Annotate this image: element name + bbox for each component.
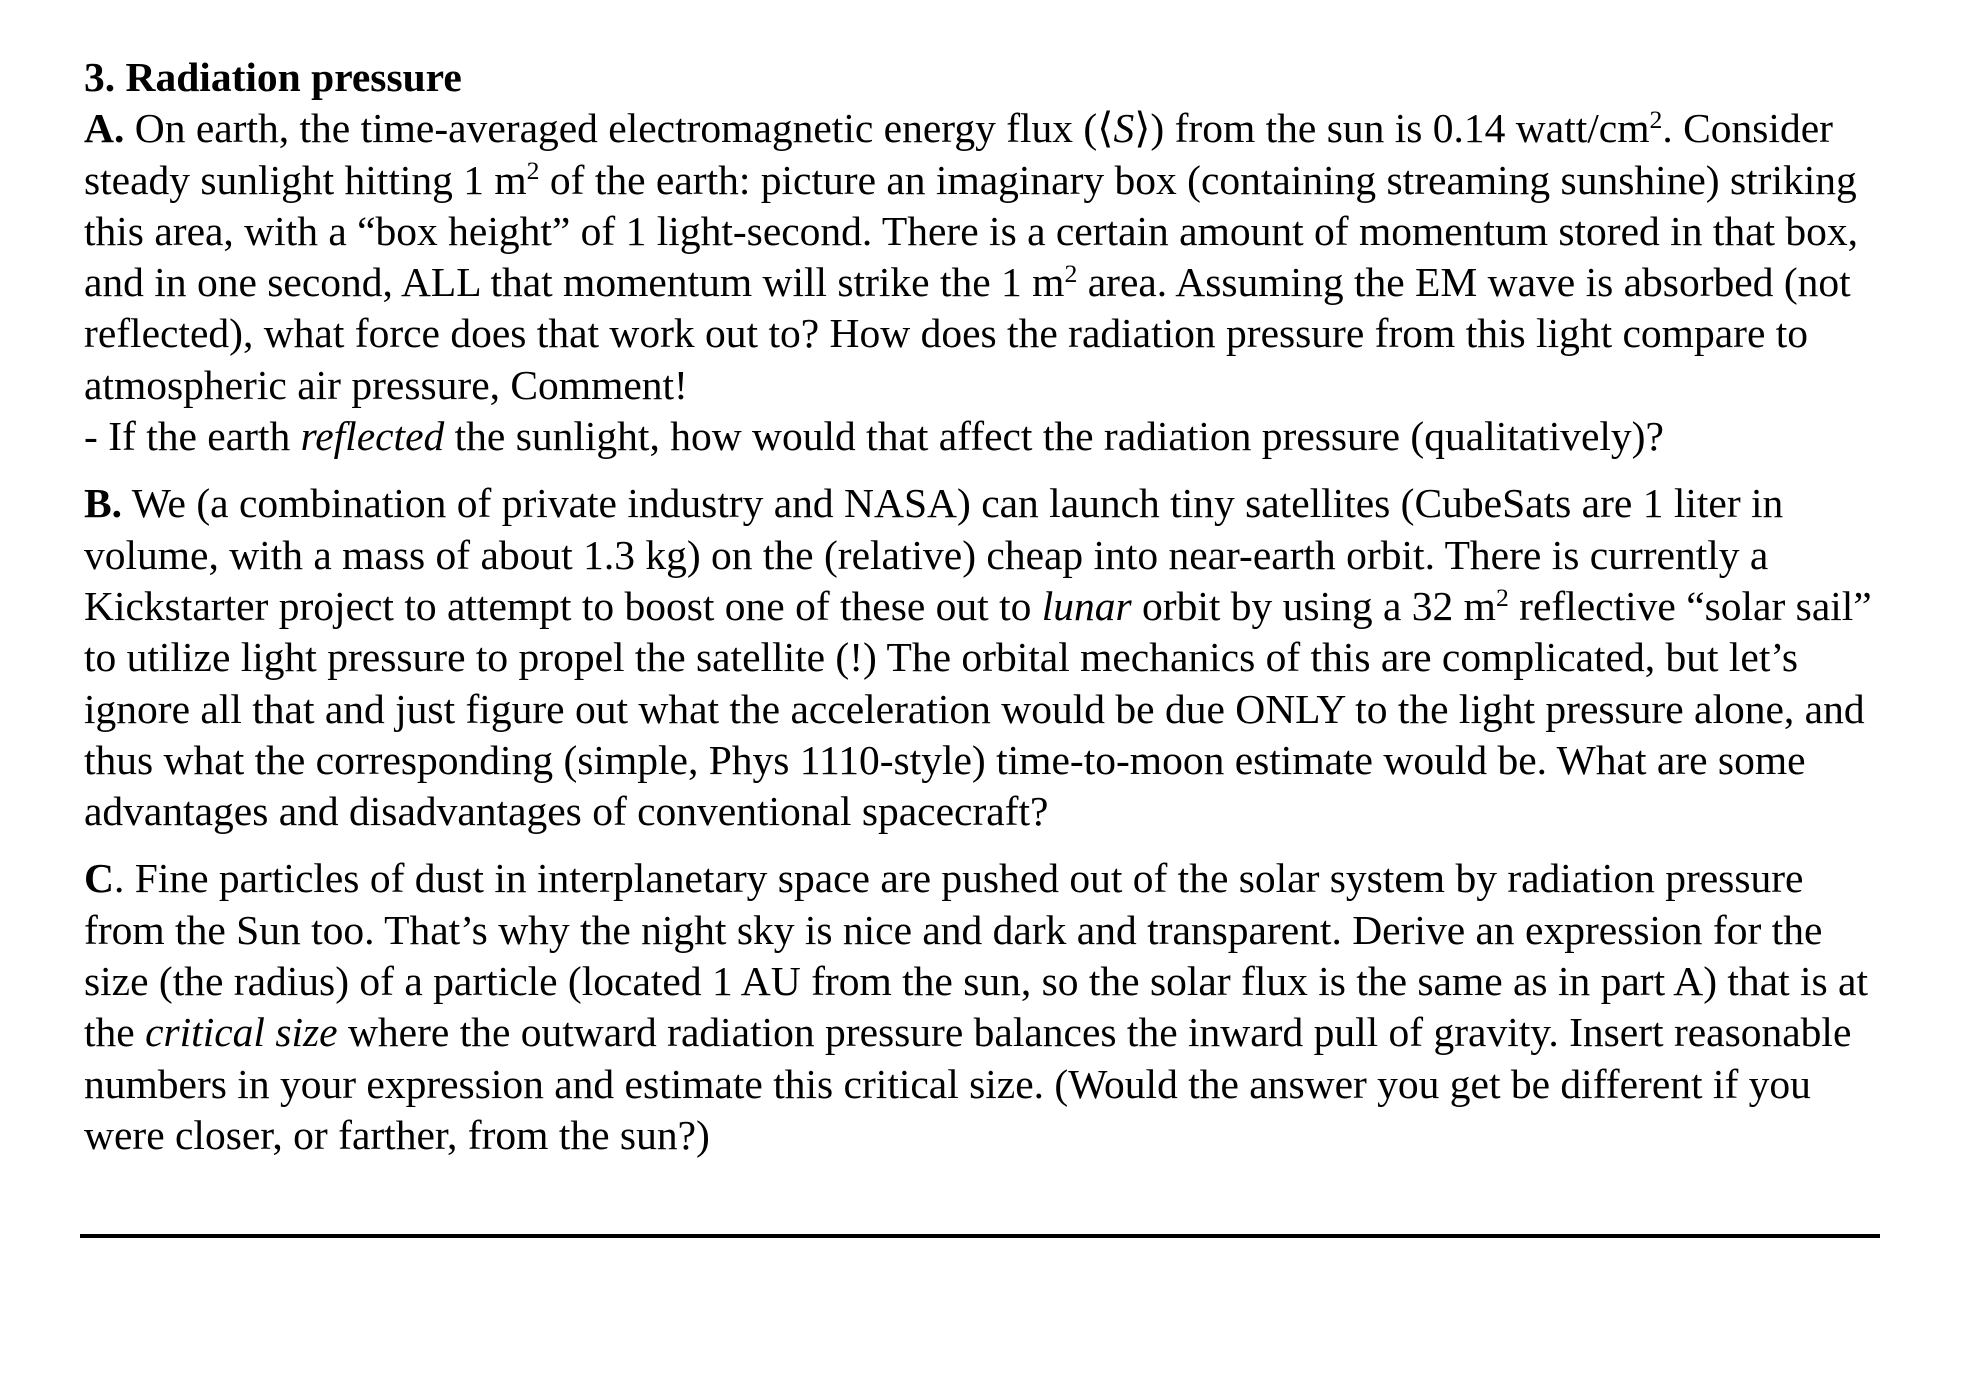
part-c-text-1: . Fine particles of dust in interplanetary space are pushed out of the solar system by radiation pressure from the Sun too. That’s why the night sky is nice and dark and transparent. Derive an expression for the size (the radius) of a particle (located 1 AU from the sun, so the solar flux is the same as in part A) that is at the <box>84 855 1868 1056</box>
part-a-exponent-2: 2 <box>526 156 540 186</box>
part-b-text-3: reflective “solar sail” to utilize light pressure to propel the satellite (!) The orbital mechanics of this are complicated, but let’s ignore all that and just figure out what the acceleration would be due ONLY to the light pressure alone, and thus what the corresponding (simple, Phys 1110-style) time-to-moon estimate would be. What are some advantages and disadvantages of conventional spacecraft? <box>84 582 1872 835</box>
flux-close-bracket: ⟩ <box>1134 105 1151 152</box>
part-b-emphasis-lunar: lunar <box>1041 582 1132 629</box>
part-a-text-7: the sunlight, how would that affect the radiation pressure (qualitatively)? <box>444 413 1664 460</box>
part-b-text-2: orbit by using a 32 m <box>1131 582 1496 629</box>
part-a-text-6: - If the earth <box>84 413 301 460</box>
part-c-emphasis-critical-size: critical size <box>145 1009 338 1056</box>
part-a-label: A. <box>84 105 125 152</box>
part-b-label: B. <box>84 480 123 527</box>
problem-document <box>84 52 1884 1161</box>
part-c-text-2: where the outward radiation pressure balances the inward pull of gravity. Insert reasonable numbers in your expression and estimate this critical size. (Would the answer you get be different if you were closer, or farther, from the sun?) <box>84 1009 1852 1158</box>
part-a-text-3: . Consider steady sunlight hitting 1 m <box>84 105 1833 203</box>
part-a-text-2: ) from the sun is 0.14 watt/cm <box>1150 105 1650 152</box>
flux-symbol: S <box>1113 105 1135 152</box>
part-a-emphasis-reflected: reflected <box>300 413 445 460</box>
part-c-label: C <box>84 855 114 902</box>
bottom-divider <box>80 1234 1880 1238</box>
part-b <box>84 478 1884 837</box>
part-b-text-1: We (a combination of private industry and NASA) can launch tiny satellites (CubeSats are 1 liter in volume, with a mass of about 1.3 kg) on the (relative) cheap into near-earth orbit. There is currently a Kickstarter project to attempt to boost one of these out to <box>84 480 1784 629</box>
part-a-exponent-1: 2 <box>1649 105 1663 135</box>
part-c <box>84 853 1884 1161</box>
part-a-text-1: On earth, the time-averaged electromagnetic energy flux ( <box>124 105 1098 152</box>
part-a-text-5: area. Assuming the EM wave is absorbed (not reflected), what force does that work out to? How does the radiation pressure from this light compare to atmospheric air pressure, Comment! <box>84 259 1851 408</box>
flux-open-bracket: ⟨ <box>1097 105 1114 152</box>
part-a-text-4: of the earth: picture an imaginary box (containing streaming sunshine) striking this area, with a “box height” of 1 light-second. There is a certain amount of momentum stored in that box, and in one second, ALL that momentum will strike the 1 m <box>84 156 1859 306</box>
part-b-exponent: 2 <box>1495 582 1509 612</box>
problem-title: 3. Radiation pressure <box>84 54 462 100</box>
part-a <box>84 103 1884 462</box>
part-a-exponent-3: 2 <box>1064 259 1078 289</box>
